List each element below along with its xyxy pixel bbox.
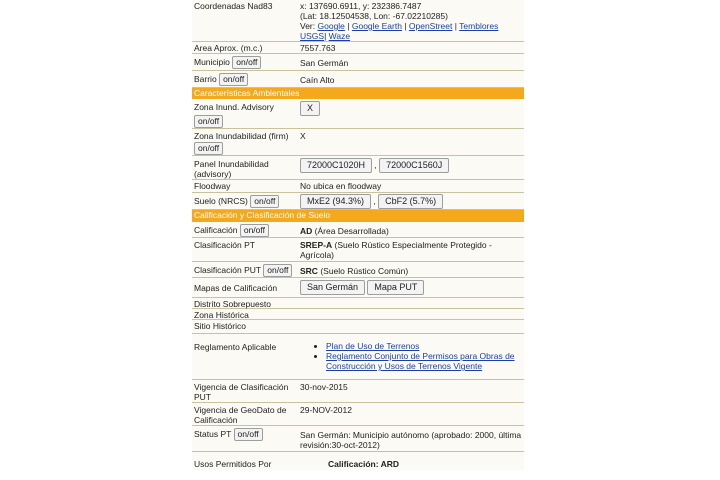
zona-inundabilidad-firm-label: Zona Inundabilidad (firm)	[194, 131, 289, 141]
zona-inundabilidad-firm-toggle-button[interactable]: on/off	[194, 142, 223, 155]
reglamento-links	[312, 341, 522, 371]
status-pt-label: Status PT	[194, 429, 232, 439]
row-area	[192, 42, 524, 54]
clasificacion-pt-code: SREP-A	[300, 240, 333, 250]
status-pt-toggle-button[interactable]: on/off	[234, 428, 263, 441]
clasificacion-pt-label: Clasificación PT	[194, 240, 255, 250]
row-status-pt	[192, 426, 524, 452]
mapas-buttons	[300, 280, 522, 295]
suelo-cbf2-button[interactable]: CbF2 (5.7%)	[378, 194, 443, 209]
zona-inund-advisory-x-button[interactable]: X	[300, 101, 320, 116]
calificacion-label: Calificación	[194, 225, 238, 235]
calificacion-label-group	[194, 224, 298, 237]
row-distrito-sobrepuesto	[192, 298, 524, 309]
row-vigencia-geodato	[192, 403, 524, 426]
area-label: Area Aprox. (m.c.)	[194, 43, 263, 53]
municipio-label: Municipio	[194, 57, 230, 67]
row-clasificacion-put	[192, 262, 524, 278]
row-suelo-nrcs	[192, 193, 524, 210]
usos-permitidos-value: Calificación: ARD	[328, 459, 400, 469]
row-mapas-calificacion	[192, 278, 524, 298]
floodway-value: No ubica en floodway	[300, 181, 382, 191]
distrito-sobrepuesto-label: Distrito Sobrepuesto	[194, 299, 272, 309]
reglamento-list	[312, 341, 522, 371]
row-clasificacion-pt	[192, 238, 524, 262]
mapa-san-german-button[interactable]: San Germán	[300, 280, 365, 295]
clasificacion-put-value	[300, 266, 522, 276]
row-usos-permitidos	[192, 458, 524, 470]
reglamento-list-item	[326, 351, 522, 371]
coordenadas-value	[300, 1, 522, 41]
vigencia-geodato-value: 29-NOV-2012	[300, 405, 352, 415]
waze-link[interactable]: Waze	[328, 31, 351, 41]
google-link[interactable]: Google	[317, 21, 345, 31]
municipio-value: San Germán	[300, 58, 349, 68]
status-pt-value: San Germán: Municipio autónomo (aprobado: 2000, última revisión:30-oct-2012)	[300, 430, 522, 450]
suelo-mxe2-button[interactable]: MxE2 (94.3%)	[300, 194, 371, 209]
sitio-historico-label: Sitio Histórico	[194, 321, 246, 331]
row-zona-inund-advisory	[192, 99, 524, 129]
zona-inund-advisory-toggle-button[interactable]: on/off	[194, 115, 223, 128]
coordenadas-xy: x: 137690.6911, y: 232386.7487	[300, 1, 422, 11]
panel-72000c1560j-button[interactable]: 72000C1560J	[379, 158, 449, 173]
temblores-usgs-link[interactable]: Temblores USGS	[300, 21, 499, 41]
barrio-toggle-button[interactable]: on/off	[219, 73, 248, 86]
section-caracteristicas-ambientales: Características Ambientales	[192, 88, 524, 99]
ver-label: Ver:	[300, 21, 316, 31]
vigencia-put-value: 30-nov-2015	[300, 382, 348, 392]
calificacion-code: AD	[300, 226, 313, 236]
barrio-label: Barrio	[194, 74, 217, 84]
row-panel-inundabilidad	[192, 156, 524, 180]
row-barrio	[192, 71, 524, 88]
mapas-calificacion-label: Mapas de Calificación	[194, 283, 278, 293]
suelo-buttons: MxE2 (94.3%) , CbF2 (5.7%)	[300, 194, 522, 209]
barrio-label-group	[194, 73, 298, 86]
municipio-toggle-button[interactable]: on/off	[232, 56, 261, 69]
panel-inundabilidad-label: Panel Inundabilidad (advisory)	[194, 159, 269, 179]
plan-uso-terrenos-link[interactable]: Plan de Uso de Terrenos	[326, 341, 420, 351]
floodway-label: Floodway	[194, 181, 231, 191]
clasificacion-put-label-group	[194, 264, 298, 277]
section-calificacion-clasificacion: Calificación y Clasificación de Suelo	[192, 210, 524, 222]
property-info-panel	[192, 0, 524, 470]
row-sitio-historico	[192, 320, 524, 334]
clasificacion-put-label: Clasificación PUT	[194, 265, 261, 275]
vigencia-geodato-label: Vigencia de GeoDato de Calificación	[194, 405, 287, 425]
barrio-value: Caín Alto	[300, 75, 335, 85]
suelo-label: Suelo (NRCS)	[194, 196, 248, 206]
municipio-label-group	[194, 56, 298, 69]
zona-historica-label: Zona Histórica	[194, 310, 249, 320]
google-earth-link[interactable]: Google Earth	[351, 21, 402, 31]
reglamento-conjunto-link[interactable]: Reglamento Conjunto de Permisos para Obras de Construcción y Usos de Terrenos Vigente	[326, 351, 515, 371]
row-zona-historica	[192, 309, 524, 320]
calificacion-toggle-button[interactable]: on/off	[240, 224, 269, 237]
coordenadas-latlon: (Lat: 18.12504538, Lon: -67.02210285)	[300, 11, 448, 21]
row-coordenadas	[192, 0, 524, 42]
coordenadas-label: Coordenadas Nad83	[194, 1, 273, 11]
row-calificacion	[192, 222, 524, 238]
status-pt-label-group	[194, 428, 298, 441]
panel-72000c1020h-button[interactable]: 72000C1020H	[300, 158, 372, 173]
panel-inundabilidad-buttons: 72000C1020H , 72000C1560J	[300, 158, 522, 173]
area-value: 7557.763	[300, 43, 336, 53]
mapa-put-button[interactable]: Mapa PUT	[367, 280, 424, 295]
calificacion-value	[300, 226, 522, 236]
clasificacion-put-code: SRC	[300, 266, 318, 276]
coordenadas-links: Ver: Google | Google Earth | OpenStreet | Temblores USGS| Waze	[300, 21, 499, 41]
vigencia-put-label: Vigencia de Clasificación PUT	[194, 382, 289, 402]
clasificacion-pt-desc: (Suelo Rústico Especialmente Protegido - Agrícola)	[300, 240, 492, 260]
row-floodway	[192, 180, 524, 193]
clasificacion-pt-value	[300, 240, 522, 260]
zona-inundabilidad-firm-value: X	[300, 131, 306, 141]
zona-inund-advisory-label: Zona Inund. Advisory	[194, 102, 274, 112]
reglamento-aplicable-label: Reglamento Aplicable	[194, 342, 277, 352]
reglamento-list-item	[326, 341, 522, 351]
suelo-toggle-button[interactable]: on/off	[250, 195, 279, 208]
row-vigencia-clasificacion-put	[192, 380, 524, 403]
openstreet-link[interactable]: OpenStreet	[408, 21, 453, 31]
calificacion-desc: (Área Desarrollada)	[314, 226, 389, 236]
row-reglamento-aplicable	[192, 334, 524, 380]
usos-permitidos-label: Usos Permitidos Por	[194, 459, 272, 469]
clasificacion-put-toggle-button[interactable]: on/off	[263, 264, 292, 277]
row-zona-inundabilidad-firm	[192, 129, 524, 156]
suelo-label-group	[194, 195, 298, 208]
row-municipio	[192, 54, 524, 71]
clasificacion-put-desc: (Suelo Rústico Común)	[320, 266, 409, 276]
